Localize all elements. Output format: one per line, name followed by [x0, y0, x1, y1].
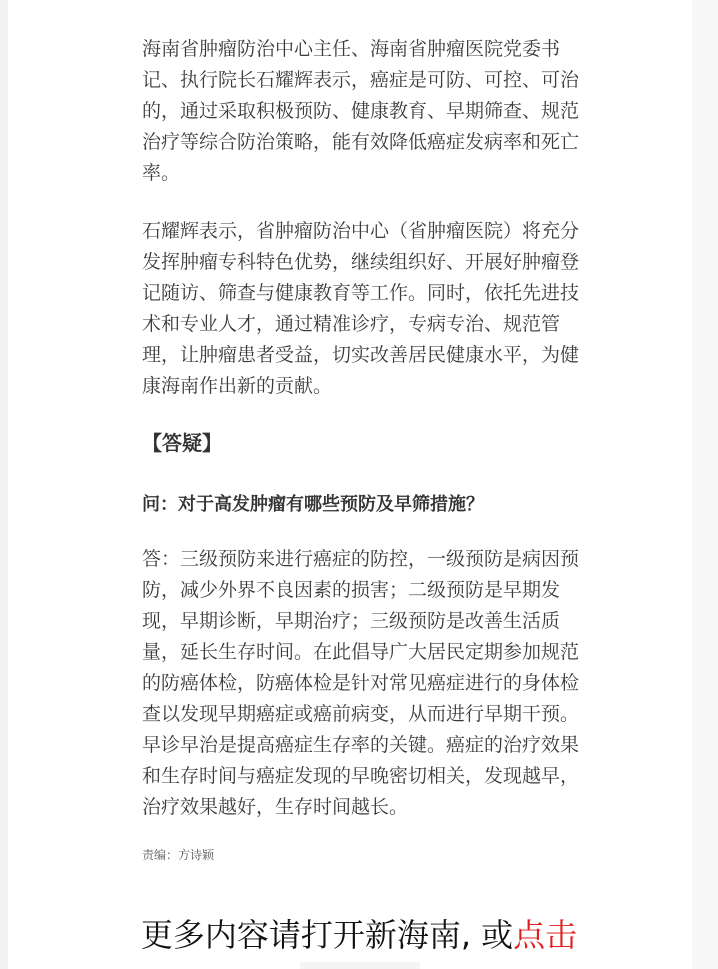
question-text: 问：对于高发肿瘤有哪些预防及早筛措施？: [142, 494, 484, 515]
right-margin: [692, 0, 718, 969]
promo-cutoff-line: [300, 962, 420, 969]
section-heading: 【答疑】: [142, 431, 222, 455]
paragraph-1: 海南省肿瘤防治中心主任、海南省肿瘤医院党委书记、执行院长石耀辉表示，癌症是可防、可控、可治的，通过采取积极预防、健康教育、早期筛查、规范治疗等综合防治策略，能有效降低癌症发病率和死亡率。: [142, 38, 580, 184]
paragraph-2: 石耀辉表示，省肿瘤防治中心（省肿瘤医院）将充分发挥肿瘤专科特色优势，继续组织好、开展好肿瘤登记随访、筛查与健康教育等工作。同时，依托先进技术和专业人才，通过精准诊疗，专病专治、规范管理，让肿瘤患者受益，切实改善居民健康水平，为健康海南作出新的贡献。: [142, 220, 580, 397]
answer-text: 答：三级预防来进行癌症的防控，一级预防是病因预防，减少外界不良因素的损害；二级预防是早期发现，早期诊断，早期治疗；三级预防是改善生活质量，延长生存时间。在此倡导广大居民定期参加规范的防癌体检，防癌体检是针对常见癌症进行的身体检查以发现早期癌症或癌前病变，从而进行早期干预。早诊早治是提高癌症生存率的关键。癌症的治疗效果和生存时间与癌症发现的早晚密切相关，发现越早，治疗效果越好，生存时间越长。: [142, 548, 580, 818]
editor-credit: 责编：方诗颖: [142, 848, 215, 862]
left-margin: [0, 0, 8, 969]
app-promo-banner: [0, 910, 718, 956]
promo-click-link[interactable]: 点击: [513, 916, 578, 954]
promo-text: 更多内容请打开新海南, 或: [140, 916, 514, 954]
